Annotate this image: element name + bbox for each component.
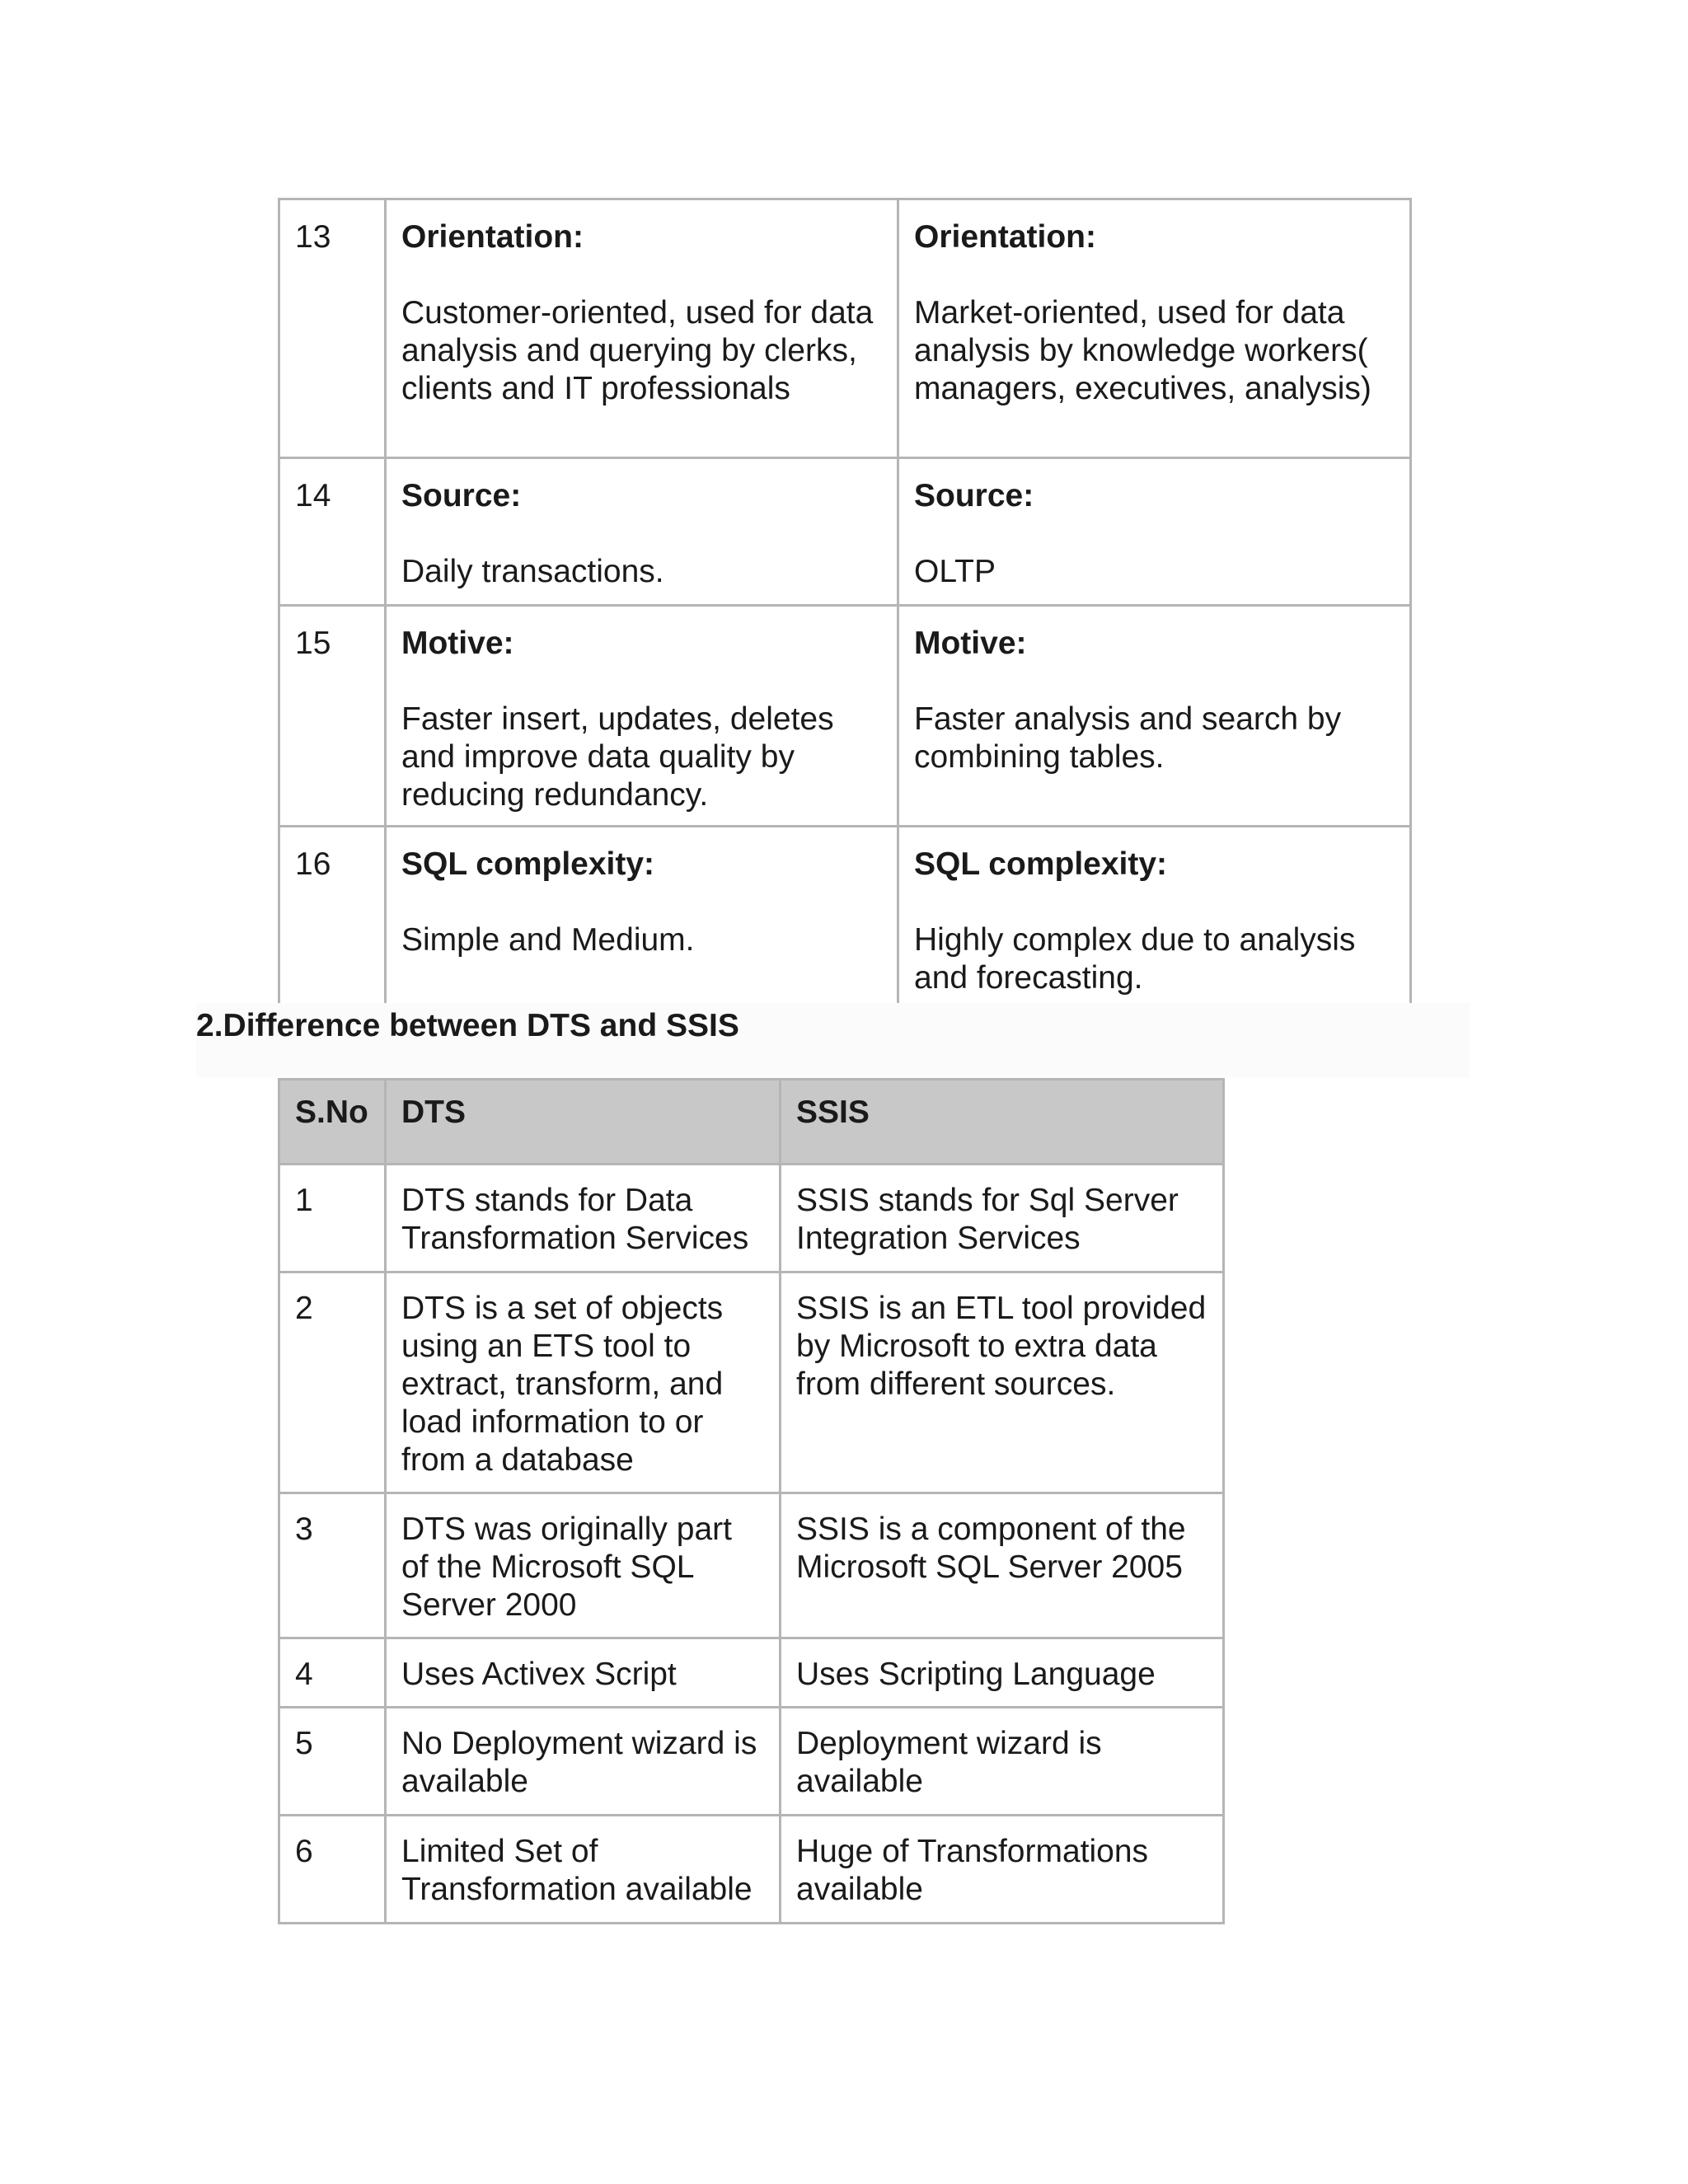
- row-number: 6: [279, 1816, 386, 1924]
- cell-heading: SQL complexity:: [401, 846, 655, 882]
- row-number: 15: [279, 606, 386, 827]
- table-row: [279, 1272, 1224, 1493]
- dts-cell: Limited Set of Transformation available: [386, 1816, 781, 1924]
- table-row: [279, 458, 1411, 606]
- column-header-ssis: SSIS: [781, 1080, 1224, 1165]
- cell-heading: Motive:: [914, 626, 1027, 661]
- cell-text: Daily transactions.: [401, 554, 664, 589]
- cell-heading: Orientation:: [914, 219, 1096, 255]
- table-row: [279, 1165, 1224, 1272]
- section-heading: 2.Difference between DTS and SSIS: [196, 1003, 1470, 1077]
- oltp-cell: [386, 458, 898, 606]
- dts-cell: DTS was originally part of the Microsoft SQL Server 2000: [386, 1493, 781, 1638]
- oltp-cell: [386, 199, 898, 458]
- cell-text: Highly complex due to analysis and forecasting.: [914, 922, 1356, 996]
- cell-text: Simple and Medium.: [401, 922, 695, 958]
- dts-cell: Uses Activex Script: [386, 1638, 781, 1708]
- cell-text: Customer-oriented, used for data analysis and querying by clerks, clients and IT professionals: [401, 295, 874, 406]
- ssis-cell: Deployment wizard is available: [781, 1708, 1224, 1816]
- ssis-cell: SSIS stands for Sql Server Integration Services: [781, 1165, 1224, 1272]
- cell-text: Faster insert, updates, deletes and improve data quality by reducing redundancy.: [401, 701, 834, 813]
- cell-heading: SQL complexity:: [914, 846, 1168, 882]
- olap-cell: [898, 606, 1411, 827]
- ssis-cell: SSIS is an ETL tool provided by Microsoft to extra data from different sources.: [781, 1272, 1224, 1493]
- dts-cell: DTS is a set of objects using an ETS tool to extract, transform, and load information to or from a database: [386, 1272, 781, 1493]
- dts-cell: No Deployment wizard is available: [386, 1708, 781, 1816]
- column-header-sno: S.No: [279, 1080, 386, 1165]
- row-number: 1: [279, 1165, 386, 1272]
- oltp-cell: [386, 827, 898, 1007]
- dts-cell: DTS stands for Data Transformation Services: [386, 1165, 781, 1272]
- row-number: 13: [279, 199, 386, 458]
- oltp-cell: [386, 606, 898, 827]
- comparison-table-continued: [278, 198, 1412, 1008]
- row-number: 3: [279, 1493, 386, 1638]
- row-number: 4: [279, 1638, 386, 1708]
- row-number: 5: [279, 1708, 386, 1816]
- ssis-cell: Uses Scripting Language: [781, 1638, 1224, 1708]
- dts-vs-ssis-table: [278, 1078, 1225, 1924]
- table-row: [279, 1708, 1224, 1816]
- cell-heading: Source:: [914, 478, 1034, 513]
- ssis-cell: Huge of Transformations available: [781, 1816, 1224, 1924]
- table-row: [279, 1638, 1224, 1708]
- table-row: [279, 1493, 1224, 1638]
- table-row: [279, 827, 1411, 1007]
- olap-cell: [898, 199, 1411, 458]
- table-row: [279, 606, 1411, 827]
- cell-heading: Motive:: [401, 626, 514, 661]
- cell-heading: Orientation:: [401, 219, 584, 255]
- row-number: 2: [279, 1272, 386, 1493]
- table-header-row: [279, 1080, 1224, 1165]
- row-number: 16: [279, 827, 386, 1007]
- ssis-cell: SSIS is a component of the Microsoft SQL Server 2005: [781, 1493, 1224, 1638]
- table-row: [279, 199, 1411, 458]
- cell-text: Faster analysis and search by combining tables.: [914, 701, 1342, 775]
- row-number: 14: [279, 458, 386, 606]
- table-row: [279, 1816, 1224, 1924]
- cell-text: OLTP: [914, 554, 996, 589]
- olap-cell: [898, 827, 1411, 1007]
- olap-cell: [898, 458, 1411, 606]
- cell-text: Market-oriented, used for data analysis by knowledge workers( managers, executives, analysis): [914, 295, 1372, 406]
- cell-heading: Source:: [401, 478, 522, 513]
- column-header-dts: DTS: [386, 1080, 781, 1165]
